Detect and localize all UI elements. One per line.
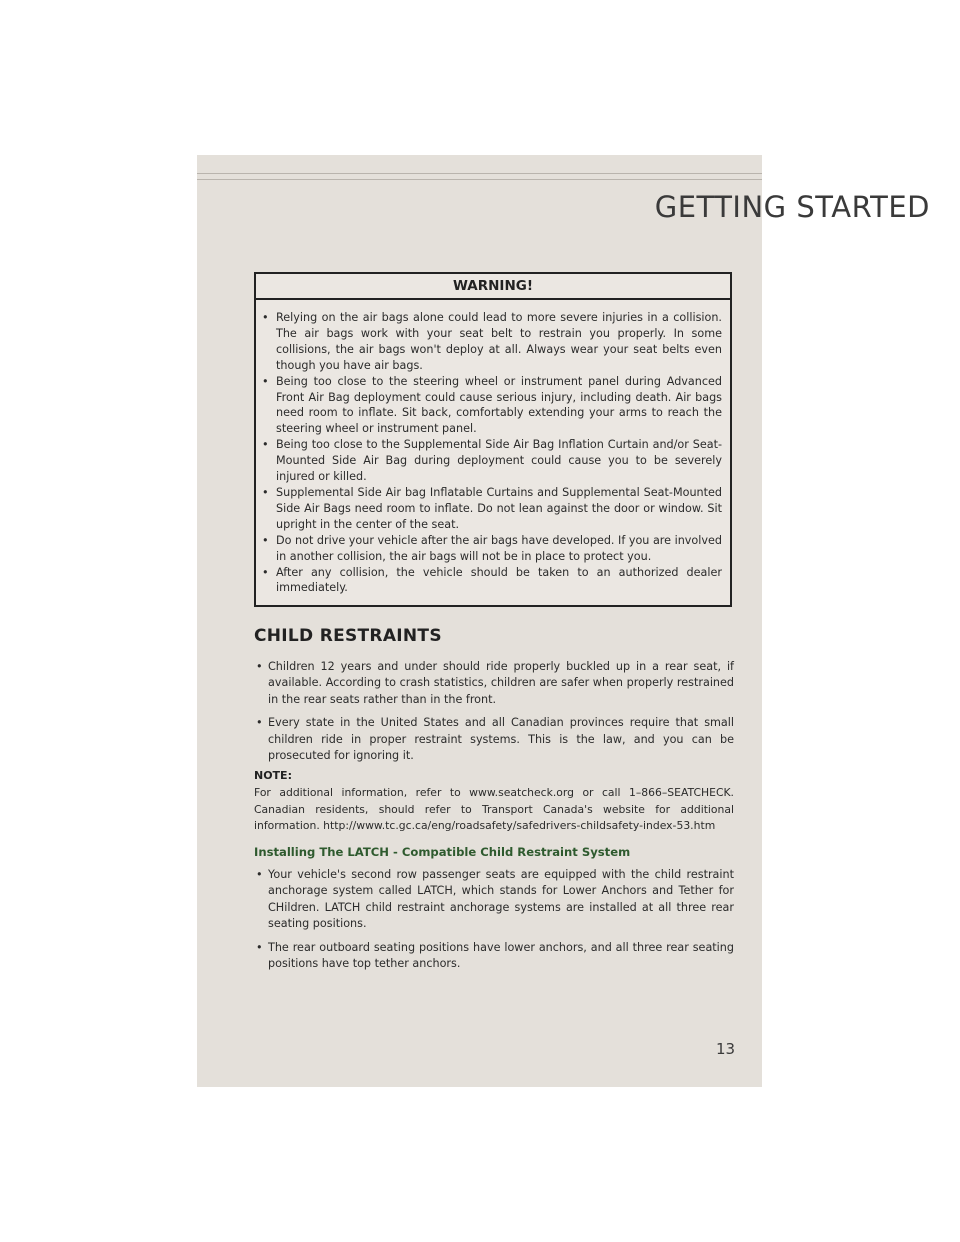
latch-heading: Installing The LATCH - Compatible Child Restraint System [254,845,631,859]
warning-list [256,310,730,596]
warning-item: • Being too close to the steering wheel or instrument panel during Advanced Front Air Bag deployment could cause serious injury, including death. Air bags need room to inflate. Sit back, comfortably extending your arms to reach the steering wheel or instrument panel. [262,374,722,438]
warning-item: • Being too close to the Supplemental Side Air Bag Inflation Curtain and/or Seat-Mounted Side Air Bag during deployment could cause you to be severely injured or killed. [262,437,722,485]
list-item: • Every state in the United States and all Canadian provinces require that small children ride in proper restraint systems. This is the law, and you can be prosecuted for ignoring it. [254,715,734,764]
section-title: GETTING STARTED [654,190,930,224]
top-rule-secondary [197,179,762,180]
child-restraints-list [254,659,734,771]
page-number: 13 [716,1040,736,1058]
latch-list [254,867,734,979]
warning-box [254,272,732,607]
list-item: • The rear outboard seating positions have lower anchors, and all three rear seating positions have top tether anchors. [254,940,734,973]
top-rule [197,173,762,174]
warning-item: • Do not drive your vehicle after the air bags have developed. If you are involved in another collision, the air bags will not be in place to protect you. [262,533,722,565]
warning-item: • After any collision, the vehicle should be taken to an authorized dealer immediately. [262,565,722,597]
list-item: • Children 12 years and under should ride properly buckled up in a rear seat, if available. According to crash statistics, children are safer when properly restrained in the rear seats rather than in the front. [254,659,734,708]
warning-title: WARNING! [256,274,730,300]
child-restraints-heading: CHILD RESTRAINTS [254,626,442,646]
note-label: NOTE: [254,769,292,782]
list-item: • Your vehicle's second row passenger seats are equipped with the child restraint anchorage system called LATCH, which stands for Lower Anchors and Tether for CHildren. LATCH child restraint anchorage systems are installed at all three rear seating positions. [254,867,734,933]
warning-item: • Relying on the air bags alone could lead to more severe injuries in a collision. The air bags work with your seat belt to restrain you properly. In some collisions, the air bags won't deploy at all. Always wear your seat belts even though you have air bags. [262,310,722,374]
note-text: For additional information, refer to www.seatcheck.org or call 1–866–SEATCHECK. Canadian residents, should refer to Transport Canada's website for additional information. http://www.tc.gc.ca/eng/roadsafety/safedrivers-childsafety-index-53.htm [254,786,734,832]
warning-item: • Supplemental Side Air bag Inflatable Curtains and Supplemental Seat-Mounted Side Air Bags need room to inflate. Do not lean against the door or window. Sit upright in the center of the seat. [262,485,722,533]
